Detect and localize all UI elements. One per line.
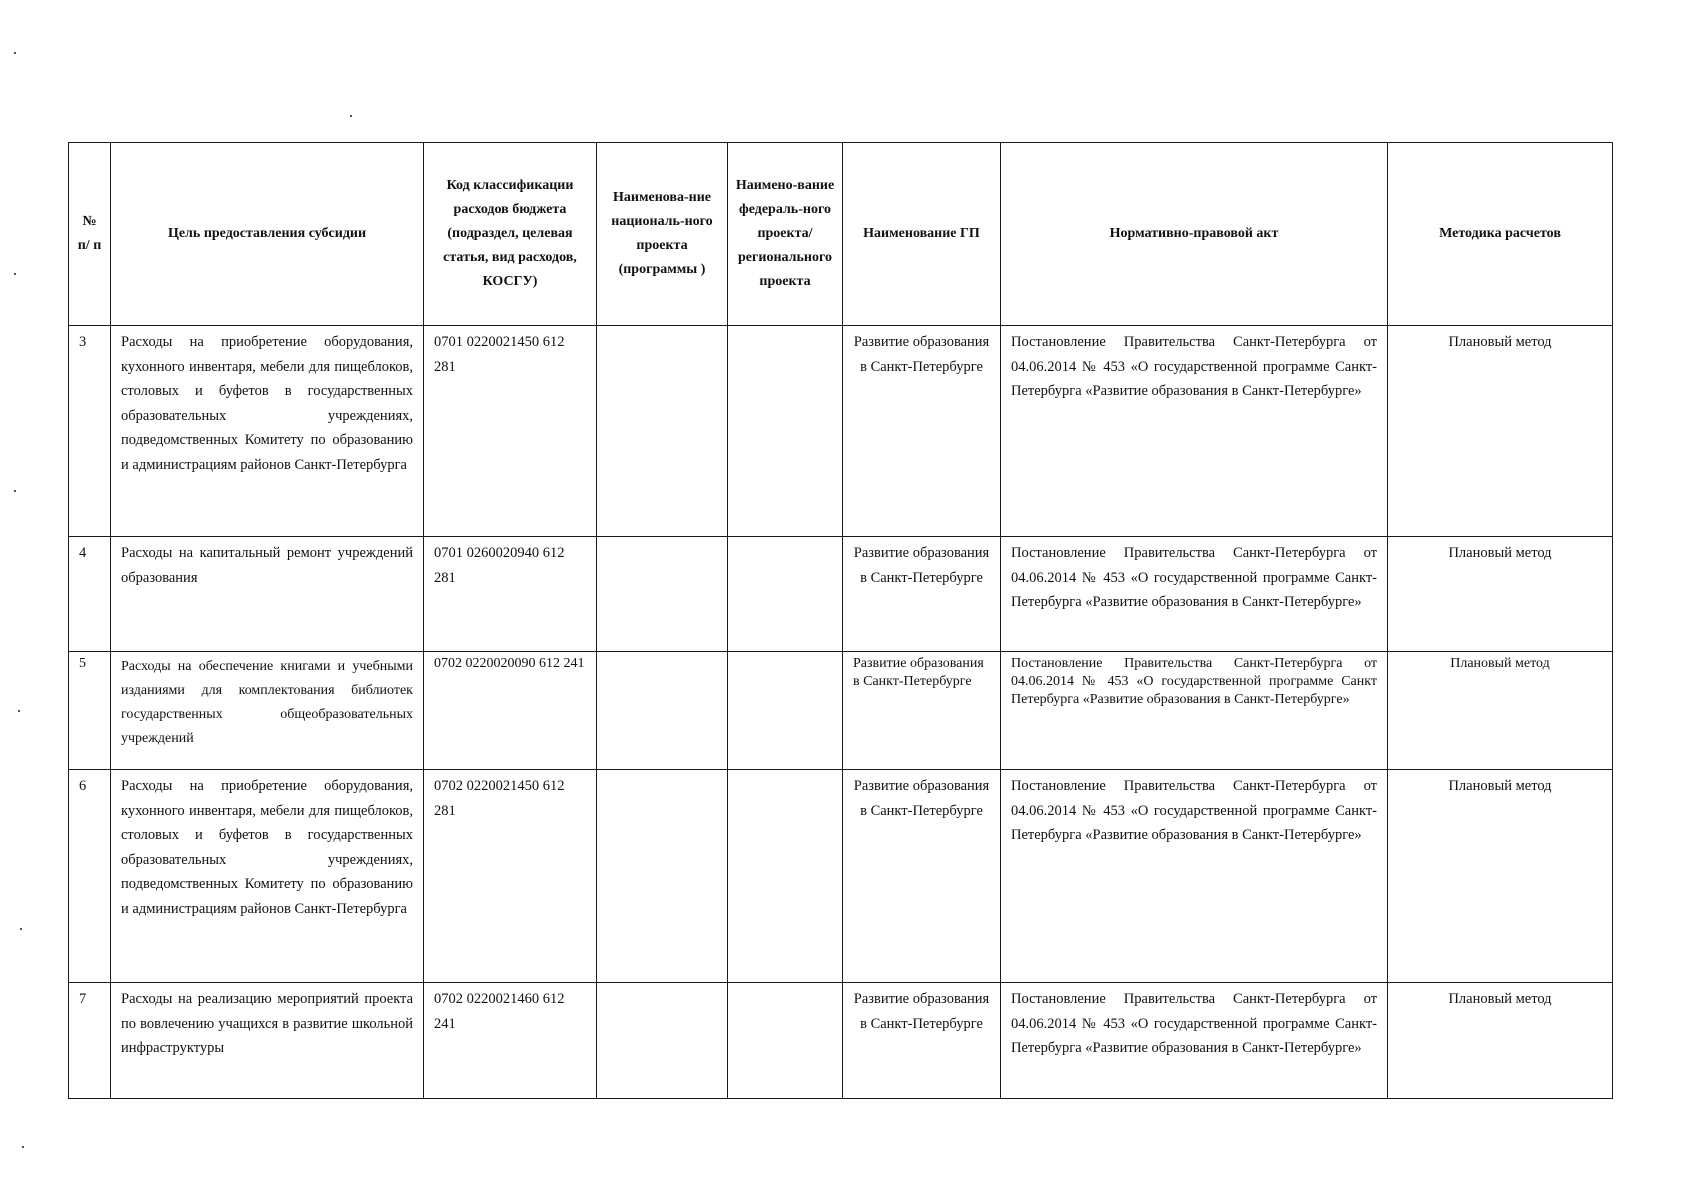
row-budget-code: 0701 0220021450 612 281: [424, 326, 597, 537]
row-calc-method: Плановый метод: [1388, 983, 1613, 1099]
row-national-project: [597, 537, 728, 652]
row-gp-name: Развитие образования в Санкт-Петербурге: [843, 983, 1001, 1099]
row-national-project: [597, 326, 728, 537]
row-goal: Расходы на приобретение оборудования, кухонного инвентаря, мебели для пищеблоков, столовых и буфетов в государственных образовательных учреждениях, подведомственных Комитету по образованию и администрациям районов Санкт-Петербурга: [111, 770, 424, 983]
row-budget-code: 0702 0220021450 612 281: [424, 770, 597, 983]
scan-mark: [14, 273, 16, 275]
row-national-project: [597, 770, 728, 983]
row-calc-method: Плановый метод: [1388, 652, 1613, 770]
row-calc-method: Плановый метод: [1388, 537, 1613, 652]
header-budget-code: Код классификации расходов бюджета (подраздел, целевая статья, вид расходов, КОСГУ): [424, 143, 597, 326]
row-goal: Расходы на реализацию мероприятий проекта по вовлечению учащихся в развитие школьной инфраструктуры: [111, 983, 424, 1099]
row-number: 5: [69, 652, 111, 770]
row-federal-project: [728, 652, 843, 770]
row-federal-project: [728, 326, 843, 537]
row-calc-method: Плановый метод: [1388, 326, 1613, 537]
header-legal-act: Нормативно-правовой акт: [1001, 143, 1388, 326]
scan-mark: [22, 1146, 24, 1148]
scan-mark: [18, 710, 20, 712]
row-number: 6: [69, 770, 111, 983]
header-goal: Цель предоставления субсидии: [111, 143, 424, 326]
row-goal: Расходы на капитальный ремонт учреждений образования: [111, 537, 424, 652]
scan-mark: [20, 928, 22, 930]
scan-mark: [350, 115, 352, 117]
row-number: 4: [69, 537, 111, 652]
row-legal-act: Постановление Правительства Санкт-Петербурга от 04.06.2014 № 453 «О государственной программе Санкт-Петербурга «Развитие образования в Санкт-Петербурге»: [1001, 537, 1388, 652]
header-federal-project: Наимено-вание федераль-ного проекта/ регионального проекта: [728, 143, 843, 326]
row-goal: Расходы на приобретение оборудования, кухонного инвентаря, мебели для пищеблоков, столовых и буфетов в государственных образовательных учреждениях, подведомственных Комитету по образованию и администрациям районов Санкт-Петербурга: [111, 326, 424, 537]
row-number: 3: [69, 326, 111, 537]
row-federal-project: [728, 770, 843, 983]
row-legal-act: Постановление Правительства Санкт-Петербурга от 04.06.2014 № 453 «О государственной программе Санкт-Петербурга «Развитие образования в Санкт-Петербурге»: [1001, 983, 1388, 1099]
row-federal-project: [728, 537, 843, 652]
row-gp-name: Развитие образования в Санкт-Петербурге: [843, 537, 1001, 652]
table-row: [69, 770, 1613, 983]
table-row: [69, 652, 1613, 770]
scan-mark: [14, 52, 16, 54]
row-gp-name: Развитие образования в Санкт-Петербурге: [843, 770, 1001, 983]
header-calc-method: Методика расчетов: [1388, 143, 1613, 326]
header-gp-name: Наименование ГП: [843, 143, 1001, 326]
row-number: 7: [69, 983, 111, 1099]
table-header-row: [69, 143, 1613, 326]
table-row: [69, 537, 1613, 652]
row-budget-code: 0702 0220020090 612 241: [424, 652, 597, 770]
row-legal-act: Постановление Правительства Санкт-Петербурга от 04.06.2014 № 453 «О государственной программе Санкт-Петербурга «Развитие образования в Санкт-Петербурге»: [1001, 770, 1388, 983]
row-gp-name: Развитие образования в Санкт-Петербурге: [843, 326, 1001, 537]
row-legal-act: Постановление Правительства Санкт-Петербурга от 04.06.2014 № 453 «О государственной программе Санкт-Петербурга «Развитие образования в Санкт-Петербурге»: [1001, 326, 1388, 537]
scan-mark: [14, 490, 16, 492]
header-national-project: Наименова-ние националь-ного проекта (программы ): [597, 143, 728, 326]
row-budget-code: 0701 0260020940 612 281: [424, 537, 597, 652]
row-legal-act: Постановление Правительства Санкт-Петербурга от 04.06.2014 № 453 «О государственной программе Санкт Петербурга «Развитие образования в Санкт-Петербурге»: [1001, 652, 1388, 770]
row-gp-name: Развитие образования в Санкт-Петербурге: [843, 652, 1001, 770]
header-number: № п/ п: [69, 143, 111, 326]
row-goal: Расходы на обеспечение книгами и учебными изданиями для комплектования библиотек государственных общеобразовательных учреждений: [111, 652, 424, 770]
row-national-project: [597, 983, 728, 1099]
subsidy-table: [68, 142, 1613, 1099]
table-row: [69, 326, 1613, 537]
row-federal-project: [728, 983, 843, 1099]
row-budget-code: 0702 0220021460 612 241: [424, 983, 597, 1099]
table-row: [69, 983, 1613, 1099]
row-national-project: [597, 652, 728, 770]
row-calc-method: Плановый метод: [1388, 770, 1613, 983]
